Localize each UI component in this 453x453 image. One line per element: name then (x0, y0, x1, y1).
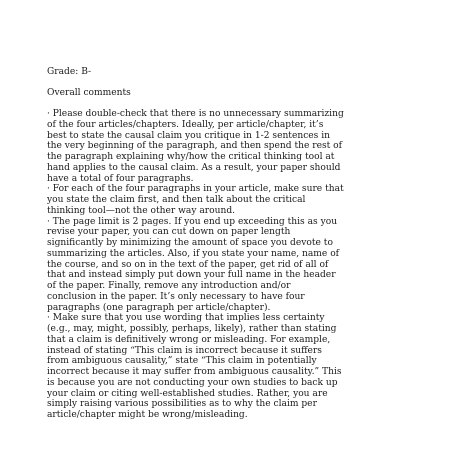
comment-paragraph-1 (47, 109, 422, 184)
text-line: significantly by minimizing the amount of space you devote to (47, 238, 333, 248)
comment-paragraph-2 (47, 184, 422, 216)
text-line: simply raising various possibilities as to why the claim per (47, 399, 317, 410)
section-heading: Overall comments (47, 87, 131, 98)
document-content (47, 67, 422, 421)
text-line: summarizing the articles. Also, if you state your name, name of (47, 248, 340, 259)
text-line: from ambiguous causality,” state “This claim in potentially (47, 356, 317, 367)
text-line: · Please double-check that there is no unnecessary summarizing (47, 109, 344, 119)
text-line: hand applies to the causal claim. As a result, your paper should (47, 162, 341, 173)
text-line: revise your paper, you can cut down on paper length (47, 227, 291, 238)
text-line: your claim or citing well-established studies. Rather, you are (47, 388, 328, 399)
comment-paragraph-3 (47, 217, 422, 314)
text-line: best to state the causal claim you critique in 1-2 sentences in (47, 130, 330, 141)
comment-paragraph-4 (47, 313, 422, 421)
text-line: conclusion in the paper. It’s only necessary to have four (47, 291, 305, 302)
text-line: that a claim is definitively wrong or misleading. For example, (47, 334, 331, 345)
text-line: the very beginning of the paragraph, and then spend the rest of (47, 141, 343, 152)
text-line: · The page limit is 2 pages. If you end up exceeding this as you (47, 216, 338, 227)
text-line: · Make sure that you use wording that implies less certainty (47, 313, 325, 324)
text-line: of the paper. Finally, remove any introduction and/or (47, 281, 291, 291)
text-line: have a total of four paragraphs. (47, 173, 194, 184)
text-line: thinking tool—not the other way around. (47, 205, 236, 216)
text-line: (e.g., may, might, possibly, perhaps, likely), rather than stating (47, 324, 337, 334)
text-line: is because you are not conducting your own studies to back up (47, 377, 338, 388)
text-line: paragraphs (one paragraph per article/chapter). (47, 302, 271, 313)
text-line: the paragraph explaining why/how the critical thinking tool at (47, 152, 335, 162)
text-line: of the four articles/chapters. Ideally, per article/chapter, it’s (47, 119, 324, 130)
text-line: article/chapter might be wrong/misleading. (47, 410, 248, 420)
text-line: incorrect because it may suffer from ambiguous causality.” This (47, 367, 342, 377)
text-line: that and instead simply put down your full name in the header (47, 270, 336, 281)
text-line: the course, and so on in the text of the paper, get rid of all of (47, 259, 329, 270)
text-line: you state the claim first, and then talk about the critical (47, 195, 306, 205)
grade-line: Grade: B- (47, 67, 92, 77)
text-line: · For each of the four paragraphs in your article, make sure that (47, 184, 344, 195)
text-line: instead of stating “This claim is incorrect because it suffers (47, 345, 322, 356)
